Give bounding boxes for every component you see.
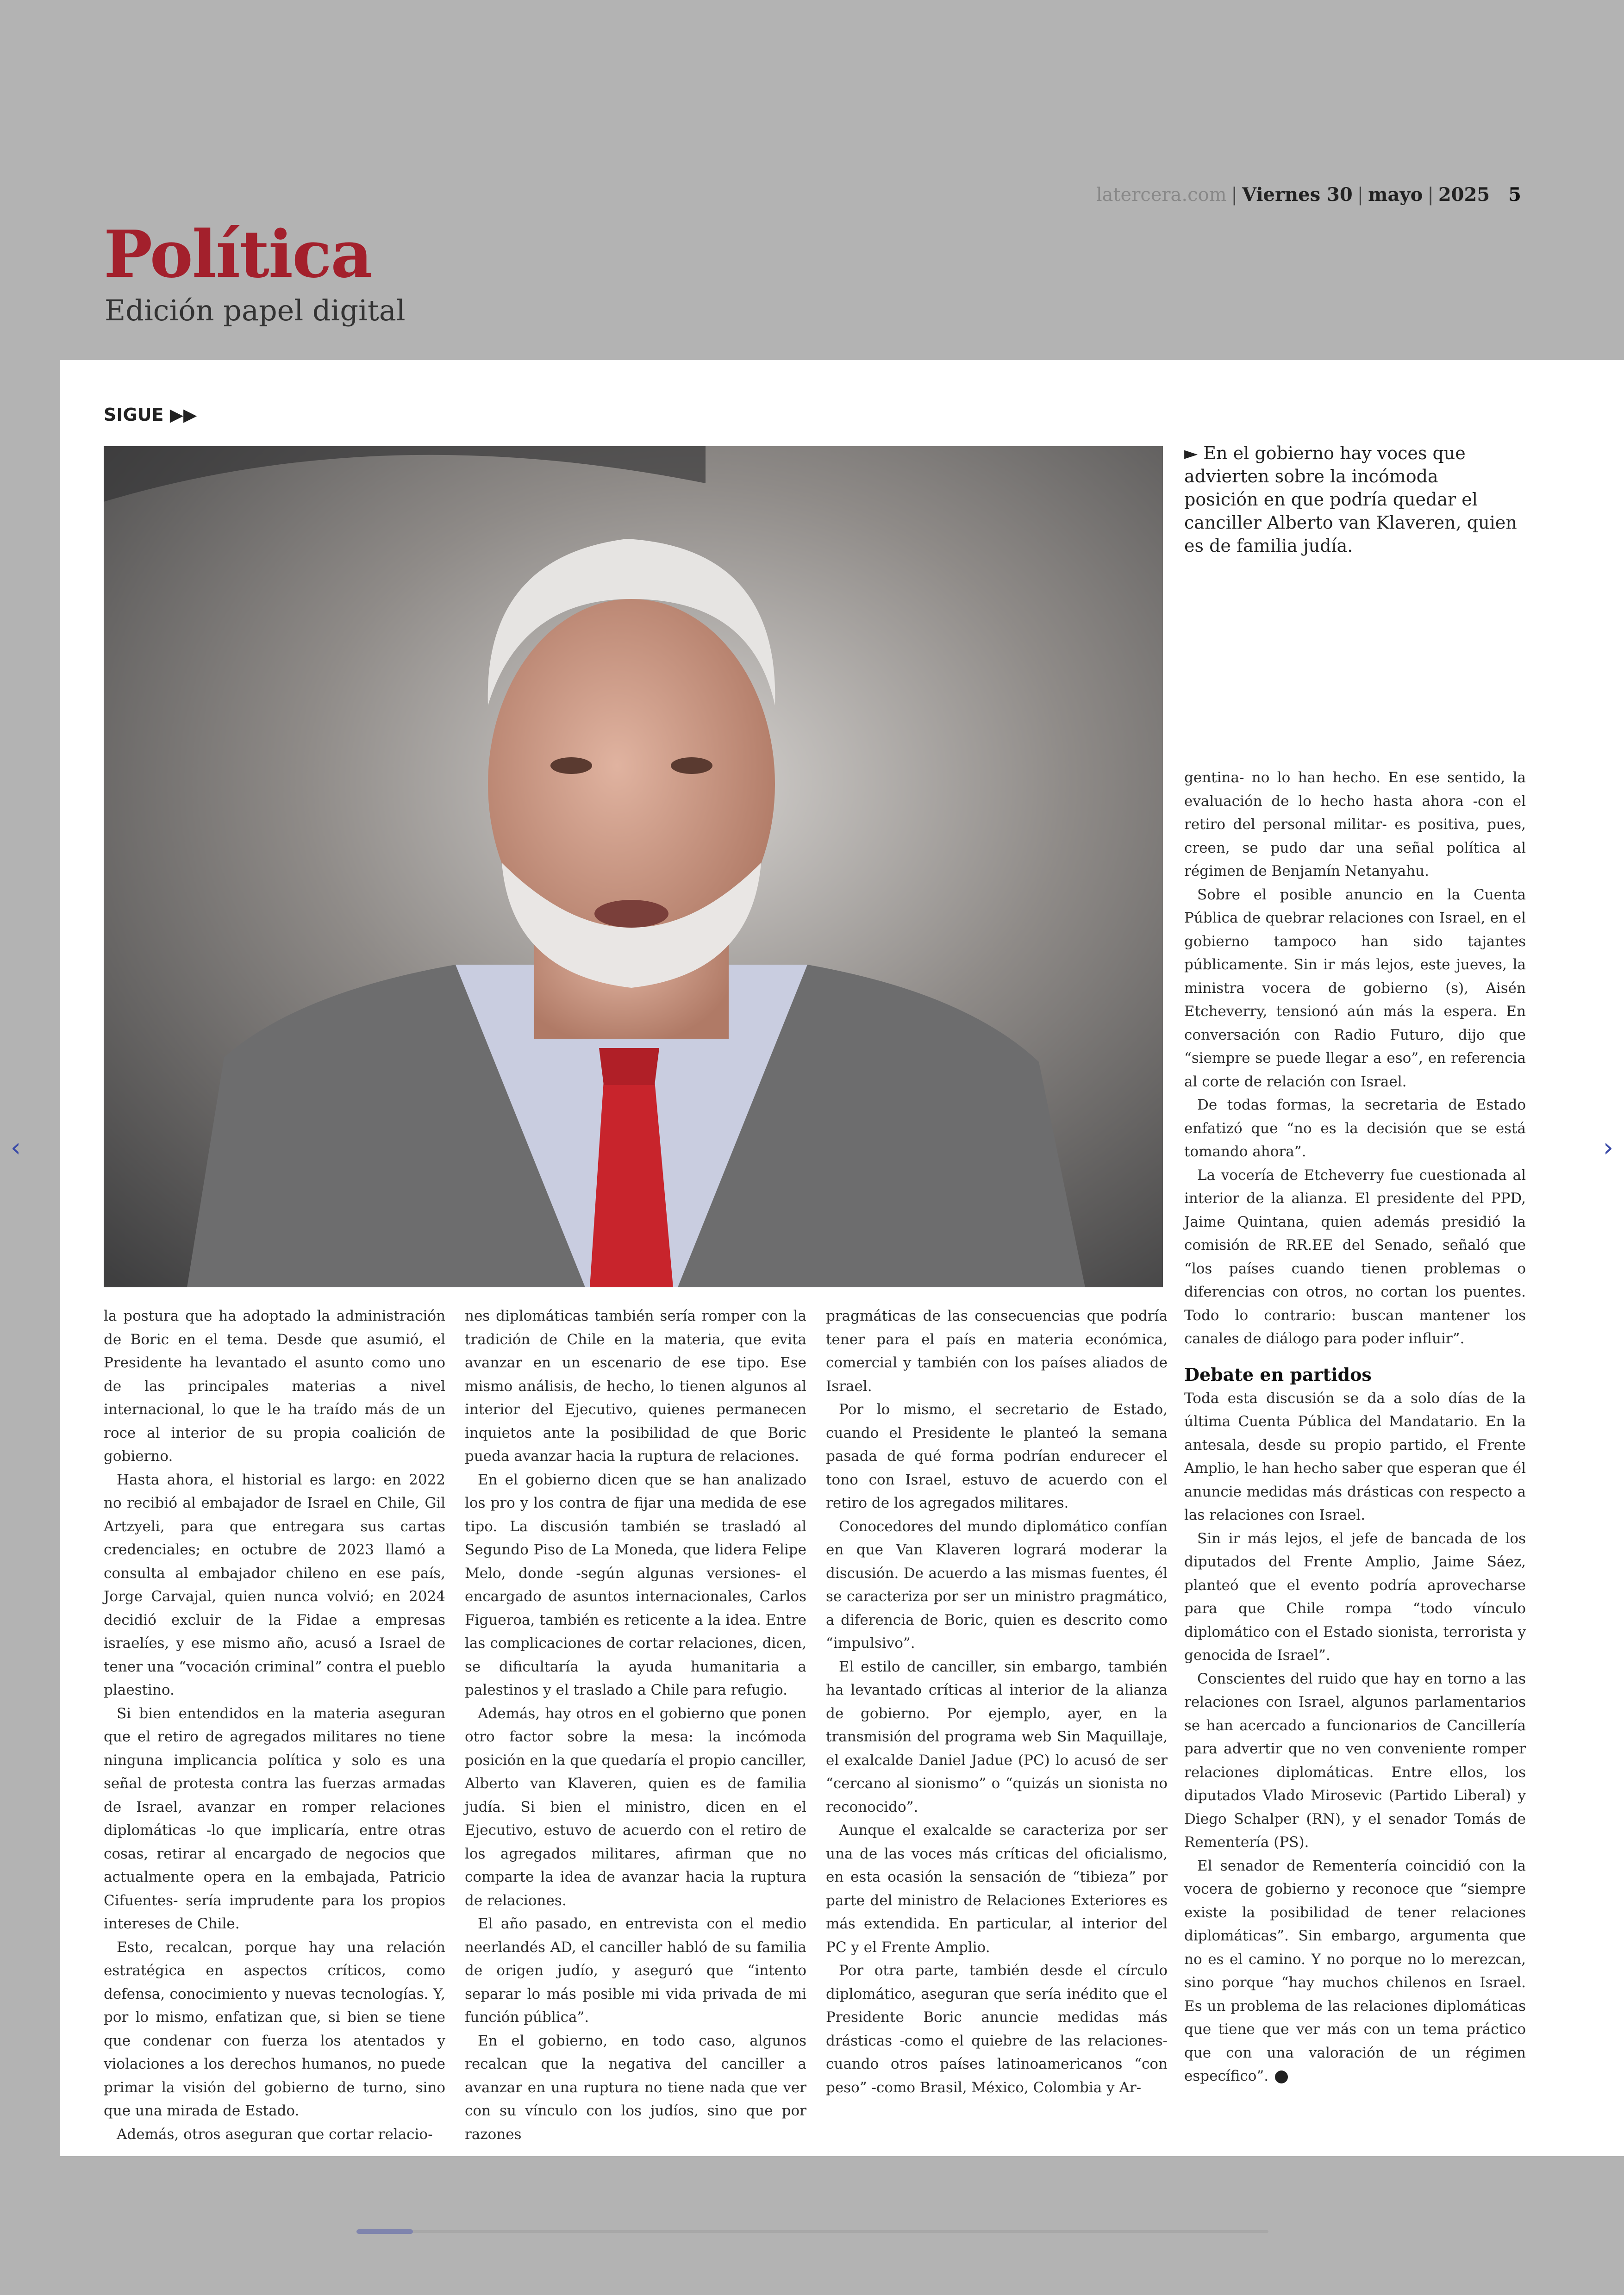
paragraph: pragmáticas de las consecuencias que podría tener para el país en materia económica, comercial y también con los países aliados de Israel. — [826, 1308, 1168, 1395]
article-column-4 — [1184, 766, 1526, 2088]
paragraph: Por lo mismo, el secretario de Estado, cuando el Presidente le planteó la semana pasada de qué forma podrían endurecer el tono con Israel, estuvo de acuerdo con el retiro de los agregados militares. — [826, 1401, 1168, 1511]
article-column-3 — [826, 1304, 1168, 2099]
paragraph: nes diplomáticas también sería romper con la tradición de Chile en la materia, que evita avanzar en un escenario de ese tipo. Ese mismo análisis, de hecho, lo tienen algunos al interior del Ejecutivo, quienes permanecen inquietos ante la posibilidad de que Boric pueda avanzar hacia la ruptura de relaciones. — [465, 1308, 806, 1465]
site-name: latercera.com — [1096, 184, 1227, 206]
paragraph: Aunque el exalcalde se caracteriza por ser una de las voces más críticas del oficialismo, en esta ocasión la sensación de “tibieza” por parte del ministro de Relaciones Exteriores es más extendida. En particular, al interior del PC y el Frente Amplio. — [826, 1822, 1168, 1956]
paragraph: Si bien entendidos en la materia aseguran que el retiro de agregados militares no tiene ninguna implicancia política y solo es una señal de protesta contra las fuerzas armadas de Israel, avanzar en romper relaciones diplomáticas -lo que implicaría, entre otras cosas, retirar al encargado de negocios que actualmente opera en la embajada, Patricio Cifuentes- sería imprudente para los propios intereses de Chile. — [104, 1705, 445, 1932]
subheading: Debate en partidos — [1184, 1364, 1372, 1385]
paragraph: gentina- no lo han hecho. En ese sentido, la evaluación de lo hecho hasta ahora -con el retiro del personal militar- es positiva, pues, creen, se pudo dar una señal política al régimen de Benjamín Netanyahu. — [1184, 769, 1526, 879]
paragraph: En el gobierno, en todo caso, algunos recalcan que la negativa del canciller a avanzar en una ruptura no tiene nada que ver con su vínculo con los judíos, sino que por razones — [465, 2032, 806, 2143]
next-page-icon[interactable]: › — [1603, 1133, 1614, 1163]
date-month: mayo — [1368, 184, 1423, 206]
paragraph: Conocedores del mundo diplomático confían en que Van Klaveren logrará moderar la discusión. De acuerdo a las mismas fuentes, él se caracteriza por ser un ministro pragmático, a diferencia de Boric, quien es descrito como “impulsivo”. — [826, 1518, 1168, 1652]
page-number: 5 — [1508, 184, 1521, 206]
article-photo — [104, 446, 1163, 1287]
page-progress-fill — [356, 2229, 413, 2234]
paragraph: Esto, recalcan, porque hay una relación estratégica en aspectos críticos, como defensa, conocimiento y nuevas tecnologías. Y, por lo mismo, enfatizan que, si bien se tiene que condenar con fuerza los atentados y violaciones a los derechos humanos, no puede primar la visión del gobierno de turno, sino que una mirada de Estado. — [104, 1939, 445, 2119]
article-column-2 — [465, 1304, 806, 2146]
paragraph: El año pasado, en entrevista con el medio neerlandés AD, el canciller habló de su familia de origen judío, y aseguró que “intento separar lo más posible mi vida privada de mi función pública”. — [465, 1915, 806, 2026]
portrait-illustration — [104, 446, 1163, 1287]
paragraph-last — [1184, 1854, 1526, 2088]
paragraph: Toda esta discusión se da a solo días de la última Cuenta Pública del Mandatario. En la antesala, desde su propio partido, el Frente Amplio, le han hecho saber que esperan que él anuncie medidas más drásticas con respecto a las relaciones con Israel. — [1184, 1390, 1526, 1523]
continues-label: SIGUE ▶▶ — [104, 405, 197, 425]
paragraph-text: El senador de Rementería coincidió con la vocera de gobierno y reconoce que “siempre existe la posibilidad de tener relaciones diplomáticas”. Sin embargo, argumenta que no es el camino. Y no porque no lo merezcan, sino porque “hay muchos chilenos en Israel. Es un problema de las relaciones diplomáticas que tiene que ver más con un tema práctico que con una valoración de un régimen específico”. — [1184, 1857, 1526, 2084]
paragraph: Por otra parte, también desde el círculo diplomático, aseguran que sería inédito que el Presidente Boric anuncie medidas más drásticas -como el quiebre de las relaciones- cuando otros países latinoamericanos “con peso” -como Brasil, México, Colombia y Ar- — [826, 1962, 1168, 2096]
paragraph: Sin ir más lejos, el jefe de bancada de los diputados del Frente Amplio, Jaime Sáez, planteó que el evento podría aprovecharse para que Chile rompa “todo vínculo diplomático con el Estado sionista, terrorista y genocida de Israel”. — [1184, 1530, 1526, 1664]
edition-subtitle: Edición papel digital — [105, 293, 406, 327]
paragraph: En el gobierno dicen que se han analizado los pro y los contra de fijar una medida de ese tipo. La discusión también se trasladó al Segundo Piso de La Moneda, que lidera Felipe Melo, donde -según algunas versiones- el encargado de asuntos internacionales, Carlos Figueroa, también es reticente a la idea. Entre las complicaciones de cortar relaciones, dicen, se dificultaría la ayuda humanitaria a palestinos y el traslado a Chile para refugio. — [465, 1471, 806, 1698]
previous-page-icon[interactable]: ‹ — [10, 1133, 21, 1163]
paragraph: La vocería de Etcheverry fue cuestionada al interior de la alianza. El presidente del PPD, Jaime Quintana, quien además presidió la comisión de RR.EE del Senado, señaló que “los países cuando tienen problemas o diferencias con otros, no cortan los puentes. Todo lo contrario: buscan mantener los canales de diálogo para poder influir”. — [1184, 1166, 1526, 1347]
date-year: 2025 — [1438, 184, 1490, 206]
article-column-1 — [104, 1304, 445, 2146]
paragraph: Hasta ahora, el historial es largo: en 2022 no recibió al embajador de Israel en Chile, Gil Artzyeli, para que entregara sus cartas credenciales; en octubre de 2023 llamó a consulta al embajador chileno en ese país, Jorge Carvajal, quien nunca volvió; en 2024 decidió excluir de la Fidae a empresas israelíes, y ese mismo año, acusó a Israel de tener una “vocación criminal” contra el pueblo plaestino. — [104, 1471, 445, 1698]
page-progress-bar[interactable] — [356, 2230, 1268, 2233]
paragraph: El estilo de canciller, sin embargo, también ha levantado críticas al interior de la alianza de gobierno. Por ejemplo, ayer, en la transmisión del programa web Sin Maquillaje, el exalcalde Daniel Jadue (PC) lo acusó de ser “cercano al sionismo” o “quizás un sionista no reconocido”. — [826, 1658, 1168, 1815]
date-day: Viernes 30 — [1242, 184, 1353, 206]
paragraph: Conscientes del ruido que hay en torno a las relaciones con Israel, algunos parlamentarios se han acercado a funcionarios de Cancillería para advertir que no ven conveniente romper relaciones diplomáticas. Entre ellos, los diputados Vlado Mirosevic (Partido Liberal) y Diego Schalper (RN), y el senador Tomás de Rementería (PS). — [1184, 1670, 1526, 1851]
dateline: latercera.com | Viernes 30 | mayo | 2025 5 — [1096, 184, 1521, 206]
paragraph: Además, hay otros en el gobierno que ponen otro factor sobre la mesa: la incómoda posición en la que quedaría el propio canciller, Alberto van Klaveren, quien es de familia judía. Si bien el ministro, dicen en el Ejecutivo, estuvo de acuerdo con el retiro de los agregados militares, afirman que no comparte la idea de avanzar hacia la ruptura de relaciones. — [465, 1705, 806, 1909]
end-of-article-icon — [1275, 2070, 1288, 2083]
paragraph: la postura que ha adoptado la administración de Boric en el tema. Desde que asumió, el Presidente ha levantado el asunto como uno de las principales materias a nivel internacional, lo que le ha traído más de un roce al interior de su propia coalición de gobierno. — [104, 1308, 445, 1465]
paragraph: Sobre el posible anuncio en la Cuenta Pública de quebrar relaciones con Israel, en el gobierno tampoco han sido tajantes públicamente. Sin ir más lejos, este jueves, la ministra vocera de gobierno (s), Aisén Etcheverry, tensionó aún más la espera. En conversación con Radio Futuro, dijo que “siempre se puede llegar a eso”, en referencia al corte de relación con Israel. — [1184, 886, 1526, 1090]
photo-caption: ► En el gobierno hay voces que advierten sobre la incómoda posición en que podría quedar el canciller Alberto van Klaveren, quien es de familia judía. — [1184, 443, 1517, 556]
paragraph: De todas formas, la secretaria de Estado enfatizó que “no es la decisión que se está tomando ahora”. — [1184, 1097, 1526, 1160]
section-title: Política — [104, 217, 372, 293]
newspaper-page — [60, 360, 1624, 2156]
paragraph: Además, otros aseguran que cortar relacio- — [117, 2126, 433, 2143]
